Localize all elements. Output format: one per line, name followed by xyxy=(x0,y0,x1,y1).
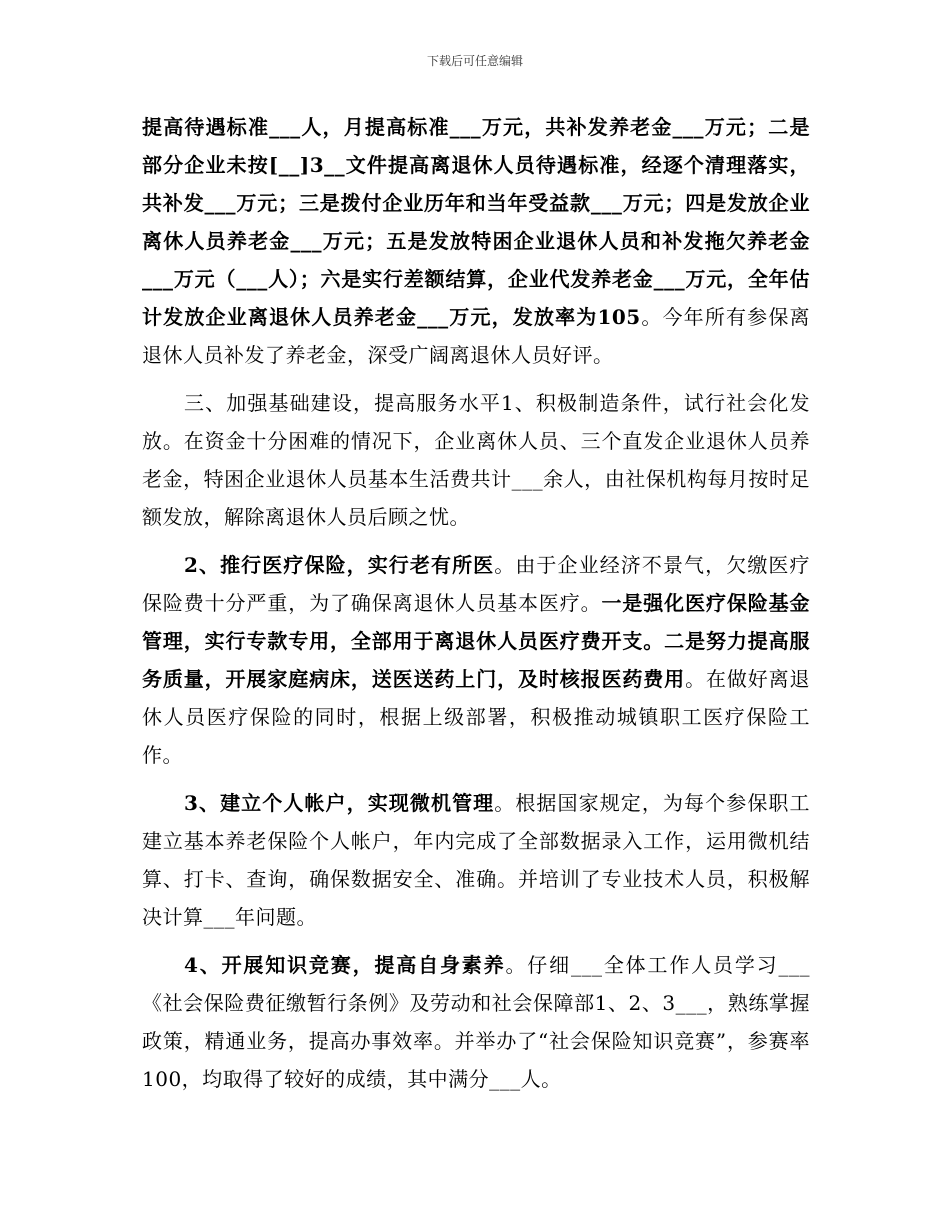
section-heading: 3、建立个人帐户，实现微机管理 xyxy=(184,791,495,815)
section-heading: 2、推行医疗保险，实行老有所医 xyxy=(184,553,495,577)
bold-text: 一是强化医疗保险基金管理，实行专款专用，全部用于离退休人员医疗费开支。二是努力提高服务质量，开展家庭病床，送医送药上门，及时核报医药费用 xyxy=(142,591,810,691)
document-body xyxy=(142,108,810,1098)
body-text: 。根据国家规定，为每个参保职工建立基本养老保险个人帐户，年内完成了全部数据录入工作，运用微机结算、打卡、查询，确保数据安全、准确。并培训了专业技术人员，积极解决计算___年问题。 xyxy=(142,791,810,929)
body-text: 三、加强基础建设，提高服务水平1、积极制造条件，试行社会化发放。在资金十分困难的情况下，企业离休人员、三个直发企业退休人员养老金，特困企业退休人员基本生活费共计___余人，由社保机构每月按时足额发放，解除离退休人员后顾之忧。 xyxy=(142,391,810,529)
body-text: 。仔细___全体工作人员学习___《社会保险费征缴暂行条例》及劳动和社会保障部1、2、3___，熟练掌握政策，精通业务，提高办事效率。并举办了“社会保险知识竞赛”，参赛率100，均取得了较好的成绩，其中满分___人。 xyxy=(142,953,811,1091)
paragraph-infrastructure xyxy=(142,384,810,536)
body-text: 。今年所有参保离退休人员补发了养老金，深受广阔离退休人员好评。 xyxy=(142,305,810,367)
section-heading: 4、开展知识竞赛，提高自身素养 xyxy=(184,953,506,977)
paragraph-knowledge-contest xyxy=(142,946,810,1098)
paragraph-personal-accounts xyxy=(142,784,810,936)
body-text: 。由于企业经济不景气，欠缴医疗保险费十分严重，为了确保离退休人员基本医疗。 xyxy=(142,553,810,615)
bold-text: 提高待遇标准___人，月提高标准___万元，共补发养老金___万元；二是部分企业未按[__]3__文件提高离退休人员待遇标准，经逐个清理落实，共补发___万元；三是拨付企业历年和当年受益款___万元；四是发放企业离休人员养老金___万元；五是发放特困企业退休人员和补发拖欠养老金___万元（___人）；六是实行差额结算，企业代发养老金___万元，全年估计发放企业离退休人员养老金___万元，发放率为105 xyxy=(142,115,810,329)
page-header: 下载后可任意编辑 xyxy=(426,54,523,68)
paragraph-pension-payments xyxy=(142,108,810,374)
paragraph-medical-insurance xyxy=(142,546,810,774)
body-text: 。在做好离退休人员医疗保险的同时，根据上级部署，积极推动城镇职工医疗保险工作。 xyxy=(142,667,811,767)
